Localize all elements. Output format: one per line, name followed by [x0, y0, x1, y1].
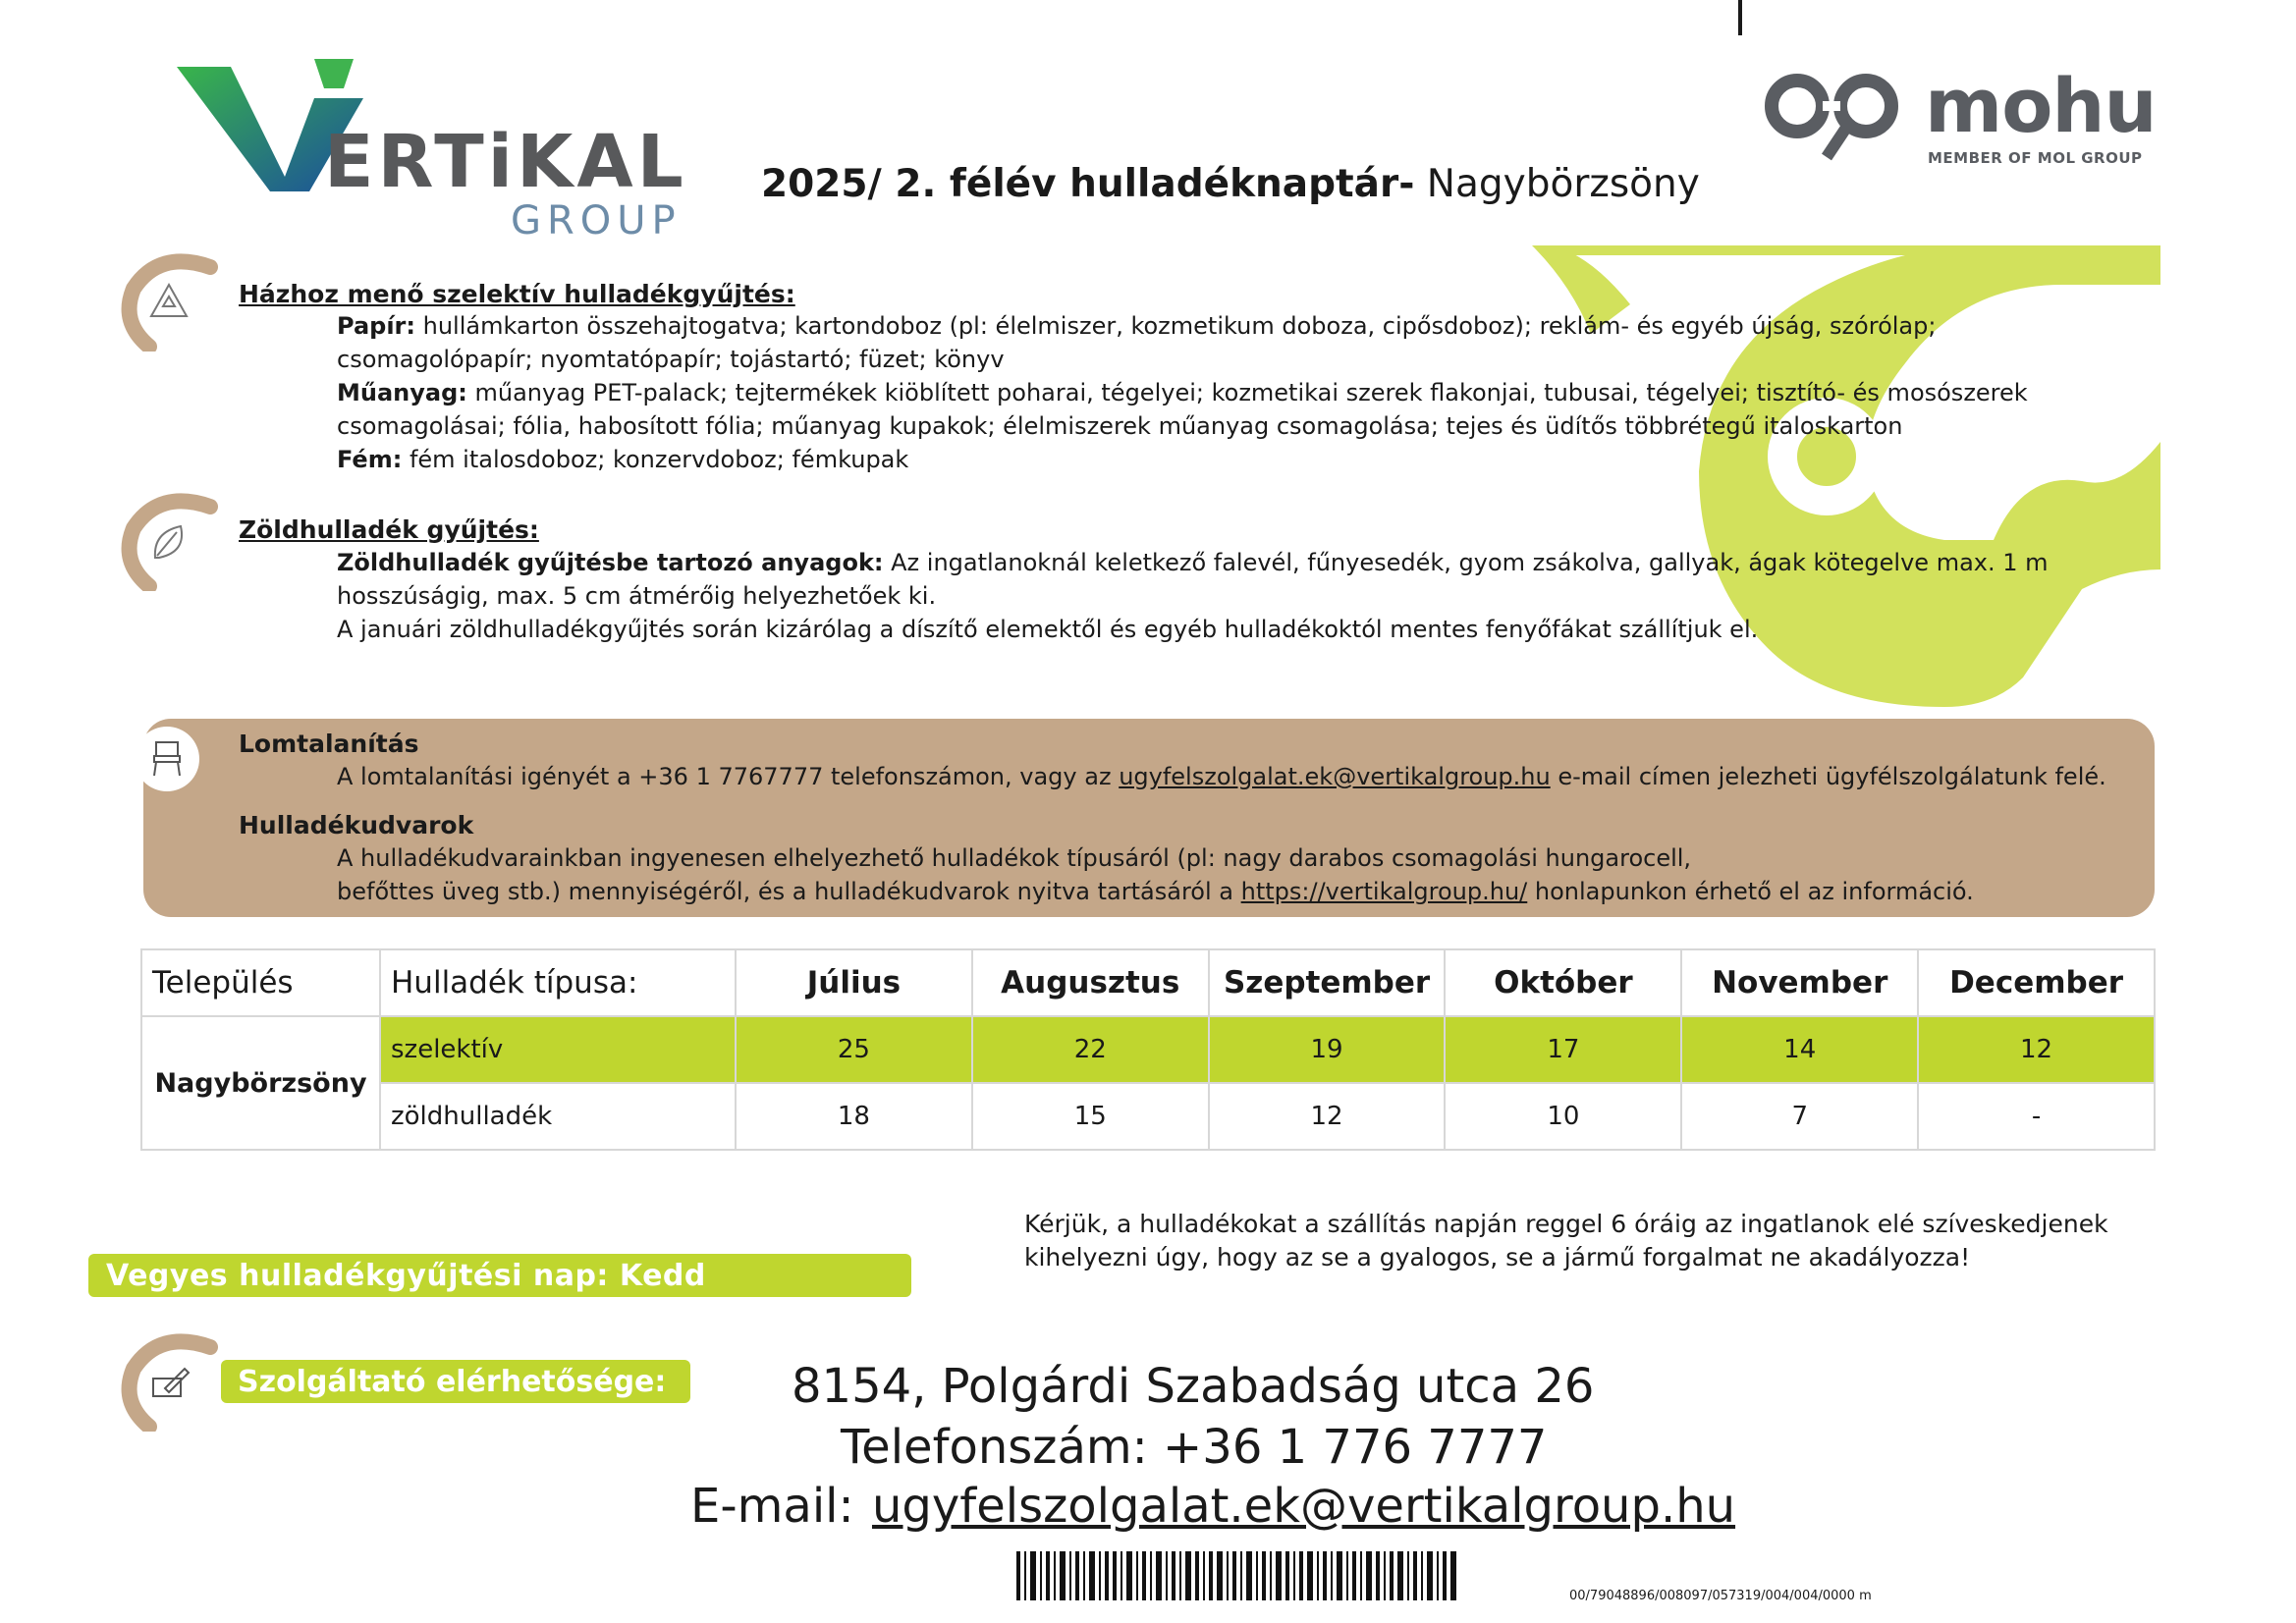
day-cell: 22	[972, 1016, 1209, 1083]
mixed-day-text: Vegyes hulladékgyűjtési nap: Kedd	[106, 1259, 706, 1293]
selective-heading: Házhoz menő szelektív hulladékgyűjtés:	[239, 280, 795, 308]
day-cell: 19	[1209, 1016, 1446, 1083]
month-header: December	[1918, 949, 2155, 1016]
bulky-text-before: A lomtalanítási igényét a +36 1 7767777 telefonszámon, vagy az	[337, 763, 1120, 790]
day-cell: 25	[736, 1016, 972, 1083]
green-materials-label: Zöldhulladék gyűjtésbe tartozó anyagok:	[337, 549, 884, 576]
green-materials-line	[337, 546, 2105, 613]
page-title	[761, 162, 1700, 208]
chair-icon	[154, 742, 180, 776]
month-header: Szeptember	[1209, 949, 1446, 1016]
paper-text: hullámkarton összehajtogatva; kartondoboz (pl: élelmiszer, kozmetikum doboza, cipősdoboz); reklám- és egyéb újság, szórólap; csomagolópapír; nyomtatópapír; tojástartó; füzet; könyv	[337, 312, 1937, 373]
leaf-icon-badge	[120, 493, 218, 591]
website-link[interactable]: https://vertikalgroup.hu/	[1240, 878, 1528, 905]
green-january-note: A januári zöldhulladékgyűjtés során kizárólag a díszítő elemektől és egyéb hulladékoktól mentes fenyőfákat szállítjuk el.	[337, 616, 1759, 643]
col-type-header: Hulladék típusa:	[380, 949, 736, 1016]
month-header: November	[1681, 949, 1918, 1016]
pen-icon	[145, 1359, 192, 1406]
day-cell: -	[1918, 1083, 2155, 1150]
recycle-icon-badge	[120, 253, 218, 352]
selective-details	[337, 309, 2139, 476]
bulky-heading: Lomtalanítás	[239, 730, 419, 758]
title-period: 2025/ 2. félév hulladéknaptár-	[761, 162, 1415, 206]
mohu-logo-text: mohu	[1925, 62, 2157, 149]
yards-line-2	[337, 875, 1974, 908]
table-row-green-waste	[141, 1083, 2155, 1150]
recycle-icon	[145, 279, 192, 326]
bulky-text	[337, 760, 2106, 793]
table-row-selective	[141, 1016, 2155, 1083]
vertikal-logo-text: ERTiKAL	[324, 120, 687, 204]
contact-address: 8154, Polgárdi Szabadság utca 26	[792, 1359, 1595, 1414]
month-header: Augusztus	[972, 949, 1209, 1016]
scan-mark	[1738, 0, 1742, 35]
waste-type-cell: szelektív	[380, 1016, 736, 1083]
metal-text: fém italosdoboz; konzervdoboz; fémkupak	[402, 446, 909, 473]
contact-email-link[interactable]: ugyfelszolgalat.ek@vertikalgroup.hu	[872, 1479, 1736, 1534]
contact-email-label: E-mail:	[690, 1479, 854, 1534]
paper-label: Papír:	[337, 312, 415, 340]
col-town-header: Település	[141, 949, 380, 1016]
chair-icon-badge	[135, 727, 199, 791]
barcode	[1016, 1551, 1458, 1600]
pen-icon-badge	[120, 1333, 218, 1432]
schedule-header-row	[141, 949, 2155, 1016]
day-cell: 15	[972, 1083, 1209, 1150]
title-place: Nagybörzsöny	[1414, 162, 1700, 206]
plastic-line	[337, 376, 2139, 443]
day-cell: 12	[1918, 1016, 2155, 1083]
schedule-table	[140, 948, 2156, 1151]
collection-notice: Kérjük, a hulladékokat a szállítás napján reggel 6 óráig az ingatlanok elé szíveskedjenek kihelyezni úgy, hogy az se a gyalogos, se a jármű forgalmat ne akadályozza!	[1024, 1210, 2108, 1271]
yards-line-1: A hulladékudvarainkban ingyenesen elhelyezhető hulladékok típusáról (pl: nagy darabos csomagolási hungarocell,	[337, 844, 1692, 872]
green-materials-text: Az ingatlanoknál keletkező falevél, fűnyesedék, gyom zsákolva, gallyak, ágak kötegelve max. 1 m hosszúságig, max. 5 cm átmérőig helyezhetőek ki.	[337, 549, 2049, 610]
green-details	[337, 546, 2105, 646]
month-header: Október	[1445, 949, 1681, 1016]
day-cell: 10	[1445, 1083, 1681, 1150]
plastic-text: műanyag PET-palack; tejtermékek kiöblített poharai, tégelyei; kozmetikai szerek flakonjai, tubusai, tégelyei; tisztító- és mosószerek csomagolásai; fólia, habosított fólia; műanyag kupakok; élelmiszerek műanyag csomagolása; tejes és üdítős többrétegű italoskarton	[337, 379, 2028, 440]
yards-line-2-before: befőttes üveg stb.) mennyiségéről, és a hulladékudvarok nyitva tartásáról a	[337, 878, 1241, 905]
day-cell: 17	[1445, 1016, 1681, 1083]
bulky-email-link[interactable]: ugyfelszolgalat.ek@vertikalgroup.hu	[1119, 763, 1551, 790]
metal-label: Fém:	[337, 446, 403, 473]
yards-heading: Hulladékudvarok	[239, 811, 474, 839]
yards-text	[337, 841, 1974, 908]
green-heading: Zöldhulladék gyűjtés:	[239, 515, 539, 544]
mohu-logo-subtext: MEMBER OF MOL GROUP	[1928, 149, 2143, 167]
metal-line	[337, 443, 2139, 476]
day-cell: 12	[1209, 1083, 1446, 1150]
plastic-label: Műanyag:	[337, 379, 467, 406]
waste-type-cell: zöldhulladék	[380, 1083, 736, 1150]
leaf-icon	[145, 518, 192, 566]
town-cell: Nagybörzsöny	[141, 1016, 380, 1150]
day-cell: 18	[736, 1083, 972, 1150]
contact-label: Szolgáltató elérhetősége:	[238, 1365, 667, 1399]
paper-line	[337, 309, 2139, 376]
bulky-text-after: e-mail címen jelezheti ügyfélszolgálatunk felé.	[1550, 763, 2106, 790]
month-header: Július	[736, 949, 972, 1016]
yards-line-2-after: honlapunkon érhető el az információ.	[1527, 878, 1974, 905]
barcode-number: 00/79048896/008097/057319/004/004/0000 m	[1569, 1589, 1872, 1603]
day-cell: 14	[1681, 1016, 1918, 1083]
vertikal-logo-subtext: GROUP	[511, 198, 682, 243]
day-cell: 7	[1681, 1083, 1918, 1150]
contact-phone: Telefonszám: +36 1 776 7777	[841, 1420, 1548, 1475]
